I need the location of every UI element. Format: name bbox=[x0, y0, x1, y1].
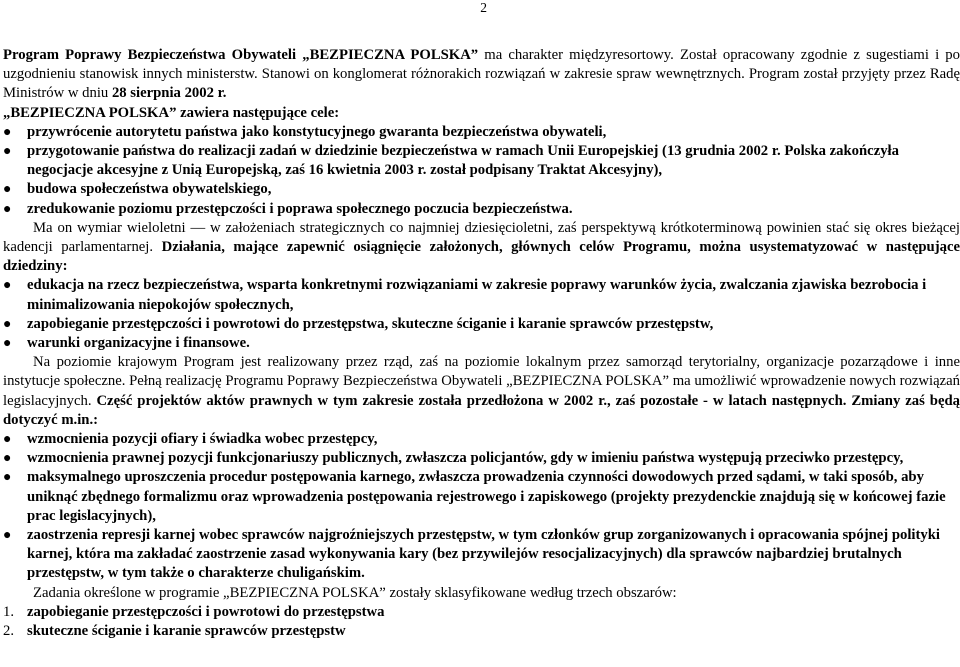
tasks-intro: Zadania określone w programie „BEZPIECZNA POLSKA” zostały sklasyfikowane według trzech obszarów: bbox=[33, 584, 677, 601]
area-text: edukacja na rzecz bezpieczeństwa, wsparta konkretnymi rozwiązaniami w zakresie poprawy warunków życia, zwalczania zjawiska bezrobocia i minimalizowania niepokojów społecznych, bbox=[27, 277, 927, 313]
bullet-icon: ● bbox=[3, 124, 12, 140]
list-item bbox=[3, 449, 960, 468]
bullet-icon: ● bbox=[3, 182, 12, 198]
document-body bbox=[3, 46, 960, 641]
list-item bbox=[3, 622, 960, 641]
implementation-text: Na poziomie krajowym Program jest realizowany przez rząd, zaś na poziomie lokalnym przez samorząd terytorialny, organizacje pozarządowe i inne instytucje społeczne. Pełną realizację Programu Poprawy Bezpieczeństwa Obywateli „BEZPIECZNA POLSKA” ma umożliwić wprowadzenie nowych rozwiązań legislacyjnych. bbox=[3, 354, 960, 409]
bullet-icon: ● bbox=[3, 201, 12, 217]
adoption-date: 28 sierpnia 2002 r. bbox=[111, 85, 227, 102]
bullet-icon: ● bbox=[3, 432, 12, 448]
list-item bbox=[3, 430, 960, 449]
bullet-icon: ● bbox=[3, 470, 12, 486]
goal-text: przygotowanie państwa do realizacji zadań w dziedzinie bezpieczeństwa w ramach Unii Europejskiej (13 grudnia 2002 r. Polska zakończyła negocjacje akcesyjne z Unią Europejską, zaś 16 kwietnia 2003 r. został podpisany Traktat Akcesyjny), bbox=[27, 143, 899, 179]
changes-intro: Część projektów aktów prawnych w tym zakresie została przedłożona w 2002 r., zaś pozostałe - w latach następnych. Zmiany zaś będą dotyczyć m.in.: bbox=[3, 392, 960, 428]
list-item bbox=[3, 334, 960, 353]
areas-intro: Działania, mające zapewnić osiągnięcie założonych, głównych celów Programu, można usystematyzować w następujące dziedziny: bbox=[3, 239, 960, 275]
task-text: zapobieganie przestępczości i powrotowi do przestępstwa bbox=[27, 603, 385, 620]
list-item bbox=[3, 468, 960, 526]
program-name: Program Poprawy Bezpieczeństwa Obywateli „BEZPIECZNA POLSKA” bbox=[3, 47, 479, 63]
intro-paragraph bbox=[3, 46, 960, 104]
changes-list bbox=[3, 430, 960, 584]
bullet-icon: ● bbox=[3, 278, 12, 294]
item-number: 2. bbox=[3, 623, 15, 640]
list-item bbox=[3, 276, 960, 314]
intro-text: ma charakter międzyresortowy. Został opracowany zgodnie z sugestiami i po uzgodnieniu stanowisk innych ministerstw. Stanowi on konglomerat różnorakich rozwiązań w zakresie spraw wewnętrznych. Program został przyjęty przez Radę Ministrów w dniu bbox=[3, 47, 960, 102]
list-item bbox=[3, 603, 960, 622]
goal-text: budowa społeczeństwa obywatelskiego, bbox=[27, 181, 272, 198]
timeframe-paragraph bbox=[3, 219, 960, 277]
list-item bbox=[3, 123, 960, 142]
goal-text: przywrócenie autorytetu państwa jako konstytucyjnego gwaranta bezpieczeństwa obywateli, bbox=[27, 123, 607, 140]
goal-text: zredukowanie poziomu przestępczości i poprawa społecznego poczucia bezpieczeństwa. bbox=[27, 200, 573, 217]
task-text: skuteczne ściganie i karanie sprawców przestępstw bbox=[27, 623, 346, 640]
list-item bbox=[3, 180, 960, 199]
change-text: zaostrzenia represji karnej wobec sprawców najgroźniejszych przestępstw, w tym członków grup zorganizowanych i opracowania spójnej polityki karnej, która ma zakładać zaostrzenie zasad wykonywania kary (bez przywilejów resocjalizacyjnych) dla sprawców najbardziej brutalnych przestępstw, w tym także o charakterze chuligańskim. bbox=[27, 527, 940, 582]
timeframe-text: Ma on wymiar wieloletni — w założeniach strategicznych co najmniej dziesięcioletni, zaś perspektywą krótkoterminową powinien stać się okres bieżącej kadencji parlamentarnej. bbox=[3, 219, 960, 256]
bullet-icon: ● bbox=[3, 336, 12, 352]
change-text: wzmocnienia prawnej pozycji funkcjonariuszy publicznych, zwłaszcza policjantów, gdy w imieniu państwa występują przeciwko przestępcy, bbox=[27, 450, 904, 467]
change-text: maksymalnego uproszczenia procedur postępowania karnego, zwłaszcza prowadzenia czynności dowodowych przed sądami, w taki sposób, aby uniknąć zbędnego formalizmu oraz wprowadzenia postępowania rejestrowego i zapiskowego (projekty prezydenckie znajdują się w końcowej fazie prac legislacyjnych), bbox=[27, 469, 946, 524]
bullet-icon: ● bbox=[3, 451, 12, 467]
list-item bbox=[3, 142, 960, 180]
page-number: 2 bbox=[480, 0, 487, 15]
list-item bbox=[3, 200, 960, 219]
item-number: 1. bbox=[3, 603, 15, 620]
bullet-icon: ● bbox=[3, 528, 12, 544]
goals-intro-text: „BEZPIECZNA POLSKA” zawiera następujące cele: bbox=[3, 104, 340, 121]
goals-list bbox=[3, 123, 960, 219]
bullet-icon: ● bbox=[3, 316, 12, 332]
goals-intro bbox=[3, 104, 960, 123]
area-text: zapobieganie przestępczości i powrotowi do przestępstwa, skuteczne ściganie i karanie sprawców przestępstw, bbox=[27, 315, 714, 332]
implementation-paragraph bbox=[3, 353, 960, 430]
area-text: warunki organizacyjne i finansowe. bbox=[27, 335, 250, 352]
tasks-list bbox=[3, 603, 960, 641]
areas-list bbox=[3, 276, 960, 353]
change-text: wzmocnienia pozycji ofiary i świadka wobec przestępcy, bbox=[27, 431, 378, 448]
list-item bbox=[3, 526, 960, 584]
bullet-icon: ● bbox=[3, 144, 12, 160]
list-item bbox=[3, 315, 960, 334]
